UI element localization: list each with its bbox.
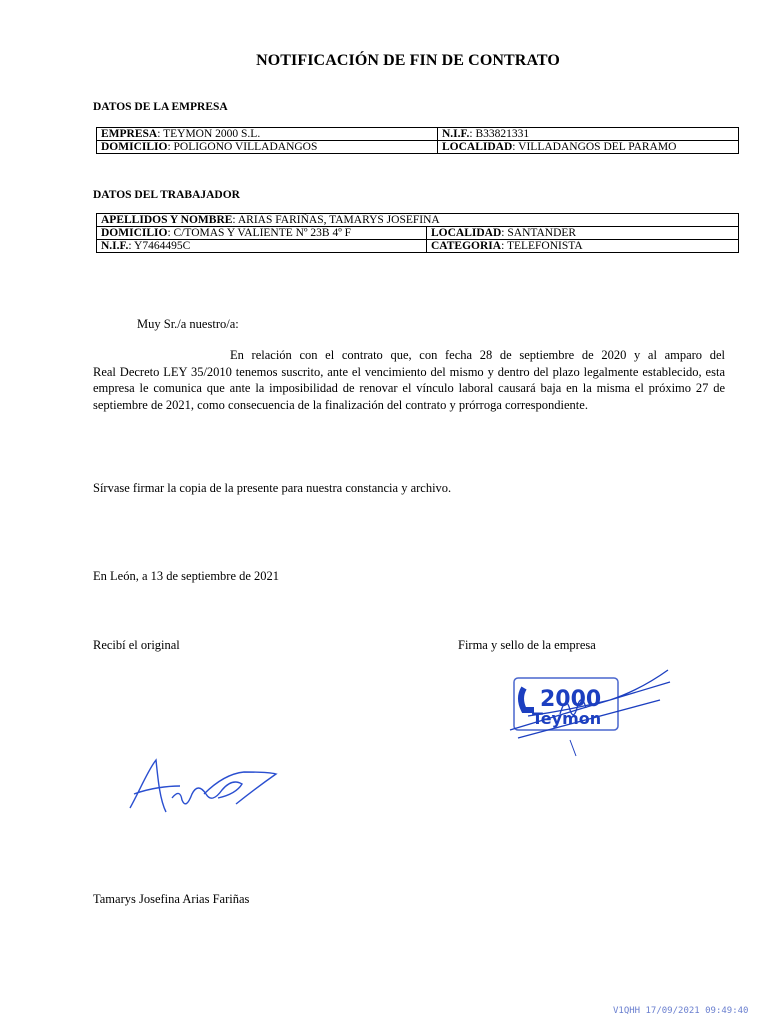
categoria-cell: CATEGORIA: TELEFONISTA <box>427 240 739 253</box>
empresa-table <box>96 127 739 154</box>
nif-trabajador-cell: N.I.F.: Y7464495C <box>97 240 427 253</box>
trabajador-table <box>96 213 739 253</box>
domicilio-trabajador-cell: DOMICILIO: C/TOMAS Y VALIENTE Nº 23B 4º F <box>97 227 427 240</box>
empresa-cell: EMPRESA: TEYMON 2000 S.L. <box>97 128 438 141</box>
localidad-trabajador-cell: LOCALIDAD: SANTANDER <box>427 227 739 240</box>
paragraph-first-line: En relación con el contrato que, con fecha 28 de septiembre de 2020 y al amparo del <box>230 348 725 362</box>
main-paragraph <box>93 347 725 413</box>
employee-signature <box>120 750 290 820</box>
request-text: Sírvase firmar la copia de la presente para nuestra constancia y archivo. <box>93 481 452 495</box>
stamp-logo-text: 2000 <box>540 687 602 712</box>
stamp-brand-text: Teymon <box>532 709 602 728</box>
salutation: Muy Sr./a nuestro/a: <box>137 317 239 331</box>
localidad-empresa-cell: LOCALIDAD: VILLADANGOS DEL PARAMO <box>438 141 739 154</box>
empresa-heading: DATOS DE LA EMPRESA <box>93 101 228 113</box>
place-date: En León, a 13 de septiembre de 2021 <box>93 569 280 583</box>
nombre-cell: APELLIDOS Y NOMBRE: ARIAS FARIÑAS, TAMARYS JOSEFINA <box>97 214 739 227</box>
trabajador-heading: DATOS DEL TRABAJADOR <box>93 189 240 201</box>
received-label: Recibí el original <box>93 638 180 652</box>
nif-empresa-cell: N.I.F.: B33821331 <box>438 128 739 141</box>
signer-name: Tamarys Josefina Arias Fariñas <box>93 892 250 906</box>
document-title: NOTIFICACIÓN DE FIN DE CONTRATO <box>256 52 560 69</box>
paragraph-rest: Real Decreto LEY 35/2010 tenemos suscrito, ante el vencimiento del mismo y dentro del plazo legalmente establecido, esta empresa le comunica que ante la imposibilidad de renovar el vínculo laboral causará baja en la misma el próximo 27 de septiembre de 2021, como consecuencia de la finalización del contrato y prórroga correspondiente. <box>93 364 725 412</box>
domicilio-empresa-cell: DOMICILIO: POLIGONO VILLADANGOS <box>97 141 438 154</box>
company-sign-label: Firma y sello de la empresa <box>458 638 596 652</box>
company-stamp <box>500 660 680 760</box>
footer-verification-code: V1QHH 17/09/2021 09:49:40 <box>613 1006 749 1016</box>
